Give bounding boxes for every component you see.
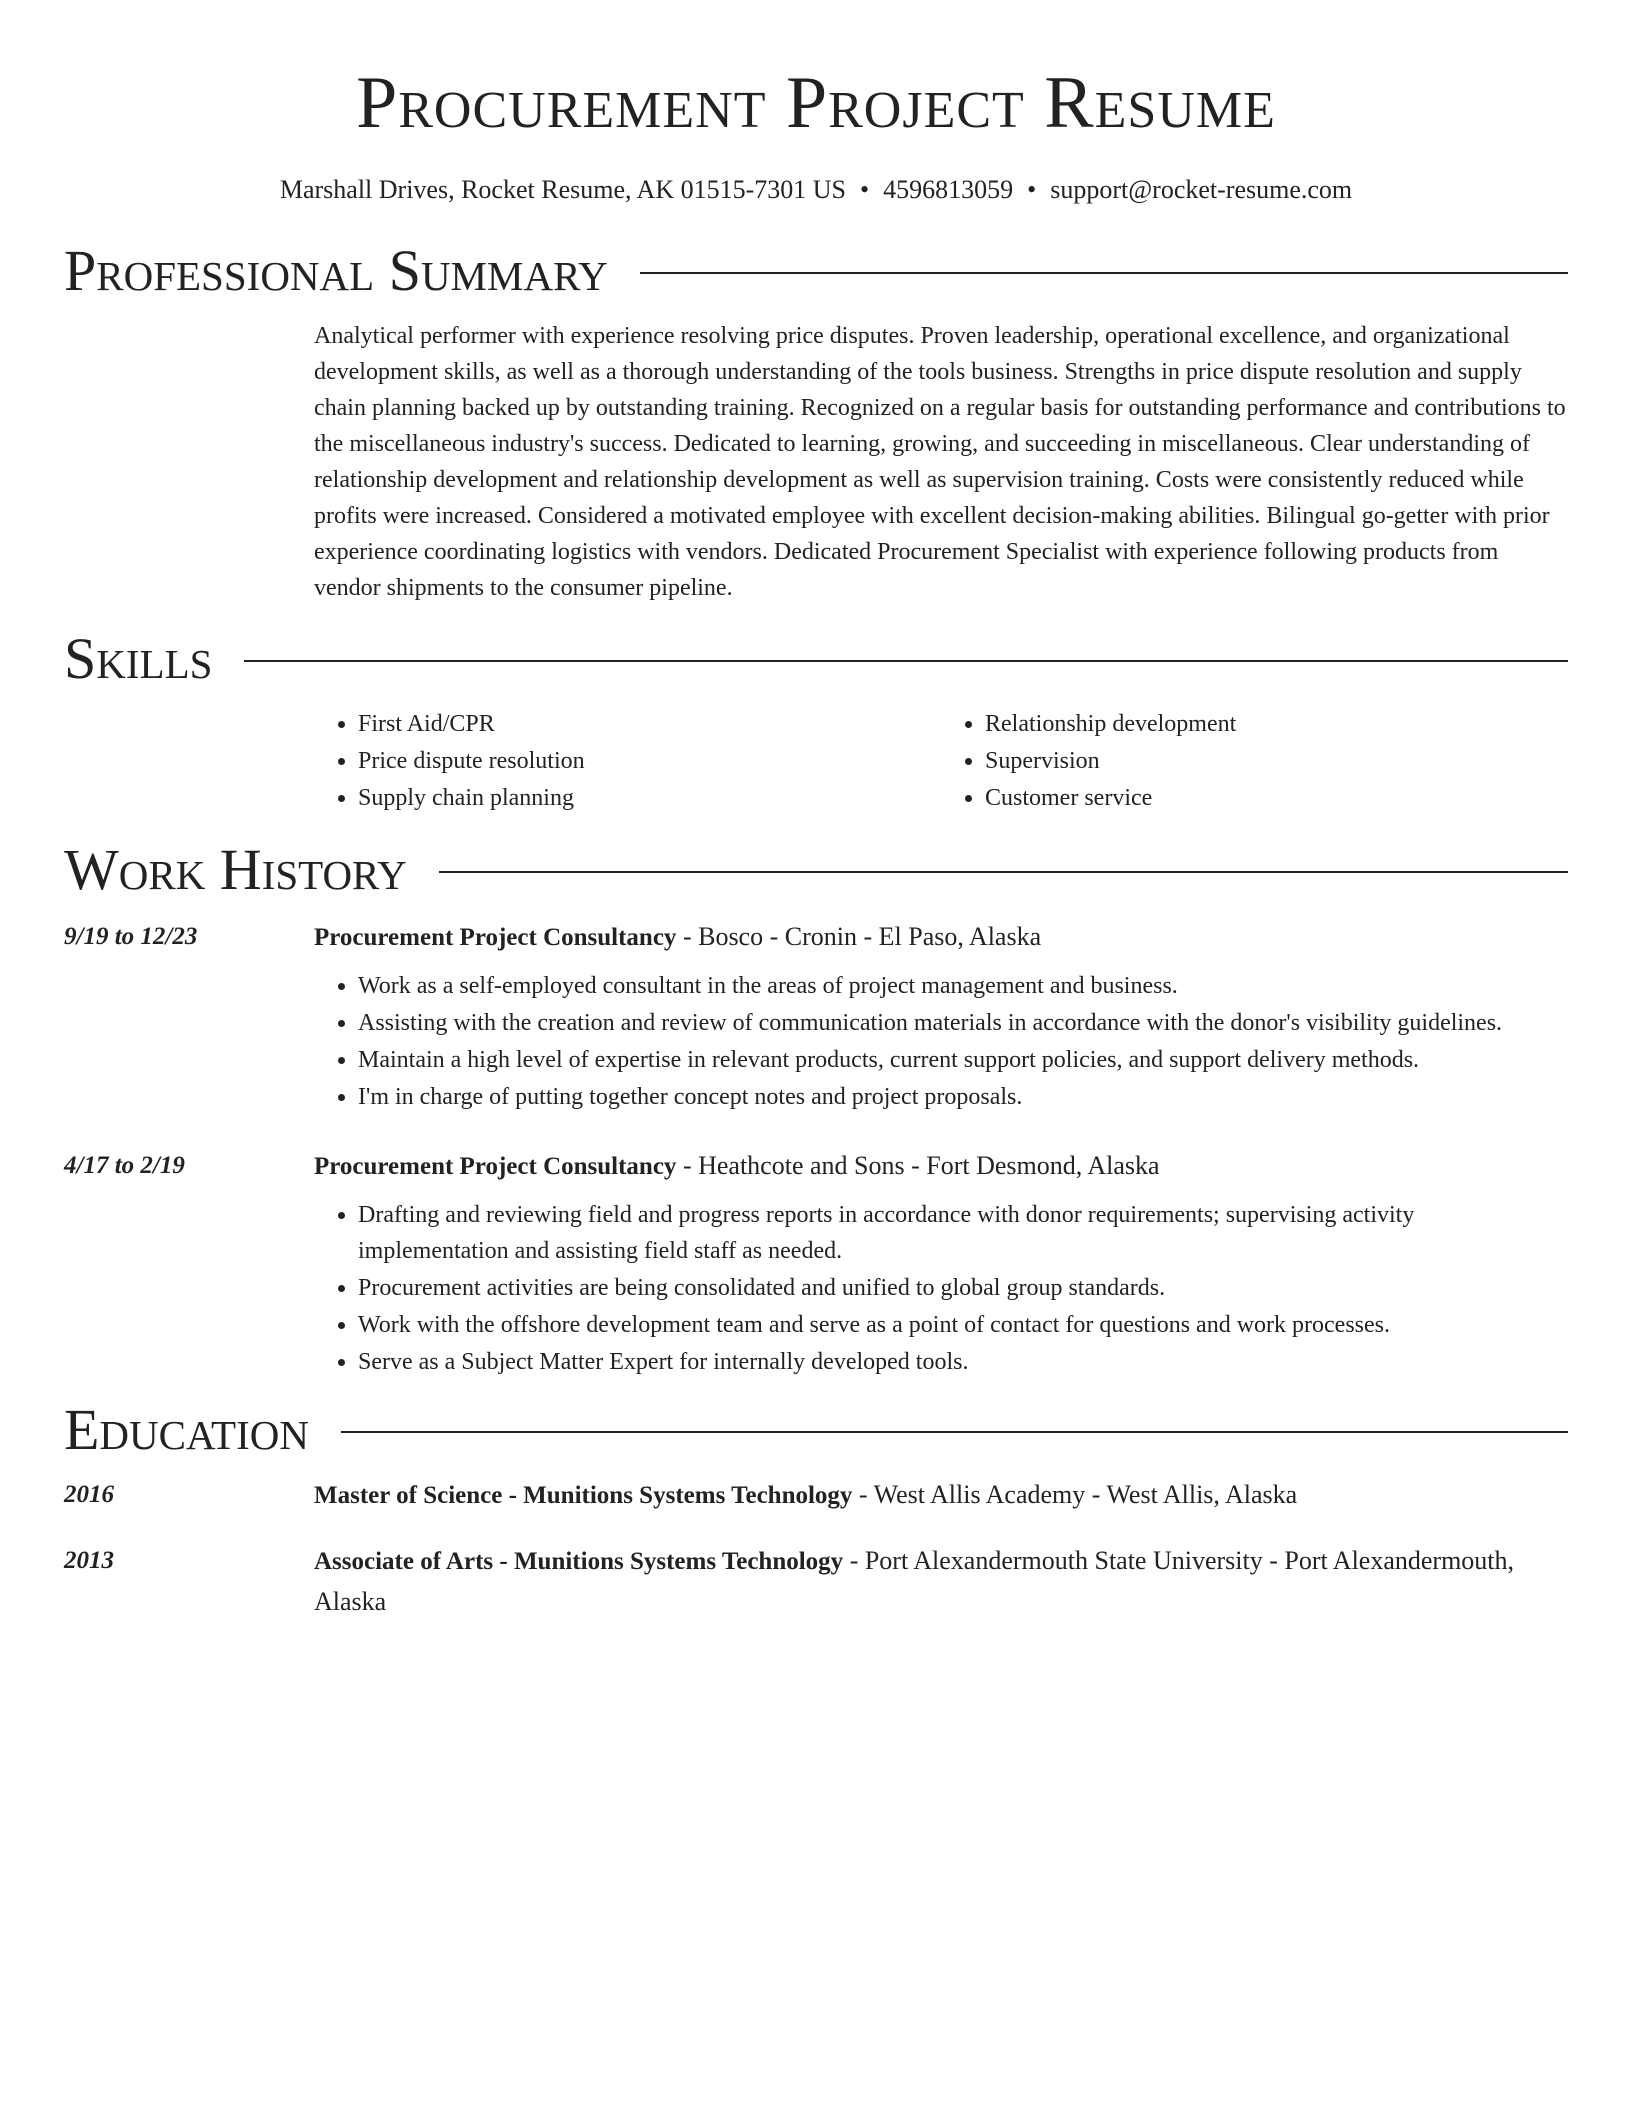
summary-section-header [64,238,1568,304]
work-dates: 4/17 to 2/19 [64,1152,185,1179]
contact-phone: 4596813059 [883,175,1014,204]
work-bullets [314,968,1568,1115]
work-bullet: • Maintain a high level of expertise in relevant products, current support policies, and support delivery methods. [358,1042,1568,1078]
work-bullet: • Work as a self-employed consultant in the areas of project management and business. [358,968,1568,1004]
section-divider [439,871,1568,873]
contact-email: support@rocket-resume.com [1050,175,1353,204]
skill-item: • Price dispute resolution [358,743,941,780]
education-entry [64,1541,1568,1622]
skill-item: • Supply chain planning [358,780,941,817]
work-heading [314,1146,1568,1187]
resume-name: Procurement Project Resume [356,62,1276,144]
work-heading [314,917,1568,958]
skills-list [314,706,1568,817]
work-bullets [314,1197,1568,1380]
education-degree: Master of Science - Munitions Systems Technology [314,1482,853,1509]
education-heading [314,1541,1568,1622]
work-role: Procurement Project Consultancy [314,924,677,951]
work-employer: - Heathcote and Sons - Fort Desmond, Alaska [676,1151,1160,1180]
education-year: 2013 [64,1547,114,1574]
skills-section-title: Skills [64,626,213,691]
skill-item: • Supervision [985,743,1568,780]
resume-page [64,0,1568,1622]
education-section-title: Education [64,1397,309,1462]
education-entry [64,1475,1568,1516]
education-degree: Associate of Arts - Munitions Systems Technology [314,1548,844,1575]
work-employer: - Bosco - Cronin - El Paso, Alaska [676,922,1042,951]
work-section-title: Work History [64,837,407,902]
education-heading [314,1475,1568,1516]
work-dates: 9/19 to 12/23 [64,923,198,950]
skills-column-2 [941,706,1568,817]
education-section-header [64,1397,1568,1463]
work-bullet: • Procurement activities are being consolidated and unified to global group standards. [358,1270,1568,1306]
skill-item: • Customer service [985,780,1568,817]
contact-address: Marshall Drives, Rocket Resume, AK 01515-7301 US [279,175,847,204]
section-divider [640,272,1568,274]
education-school: - Port Alexandermouth State University - Port Alexandermouth, Alaska [314,1546,1515,1616]
work-entry [64,917,1568,1116]
work-entry [64,1146,1568,1381]
education-year: 2016 [64,1481,114,1508]
work-role: Procurement Project Consultancy [314,1153,677,1180]
skills-section-header [64,626,1568,692]
education-school: - West Allis Academy - West Allis, Alaska [852,1480,1298,1509]
summary-section-title: Professional Summary [64,238,608,303]
skill-item: • Relationship development [985,706,1568,743]
work-bullet: • I'm in charge of putting together concept notes and project proposals. [358,1079,1568,1115]
contact-line [64,174,1568,206]
summary-text: Analytical performer with experience resolving price disputes. Proven leadership, operational excellence, and organizational development skills, as well as a thorough understanding of the tools business. Strengths in price dispute resolution and supply chain planning backed up by outstanding training. Recognized on a regular basis for outstanding performance and contributions to the miscellaneous industry's success. Dedicated to learning, growing, and succeeding in miscellaneous. Clear understanding of relationship development and relationship development as well as supervision training. Costs were consistently reduced while profits were increased. Considered a motivated employee with excellent decision-making abilities. Bilingual go-getter with prior experience coordinating logistics with vendors. Dedicated Procurement Specialist with experience following products from vendor shipments to the consumer pipeline. [314,323,1566,601]
section-divider [244,660,1568,662]
section-divider [341,1431,1568,1433]
work-bullet: • Serve as a Subject Matter Expert for internally developed tools. [358,1344,1568,1380]
skill-item: • First Aid/CPR [358,706,941,743]
work-bullet: • Drafting and reviewing field and progress reports in accordance with donor requirements; supervising activity implementation and assisting field staff as needed. [358,1197,1568,1269]
skills-column-1 [314,706,941,817]
contact-separator: • [1027,175,1037,204]
work-section-header [64,837,1568,903]
work-bullet: • Assisting with the creation and review of communication materials in accordance with the donor's visibility guidelines. [358,1005,1568,1041]
contact-separator: • [860,175,870,204]
work-bullet: • Work with the offshore development team and serve as a point of contact for questions and work processes. [358,1307,1568,1343]
